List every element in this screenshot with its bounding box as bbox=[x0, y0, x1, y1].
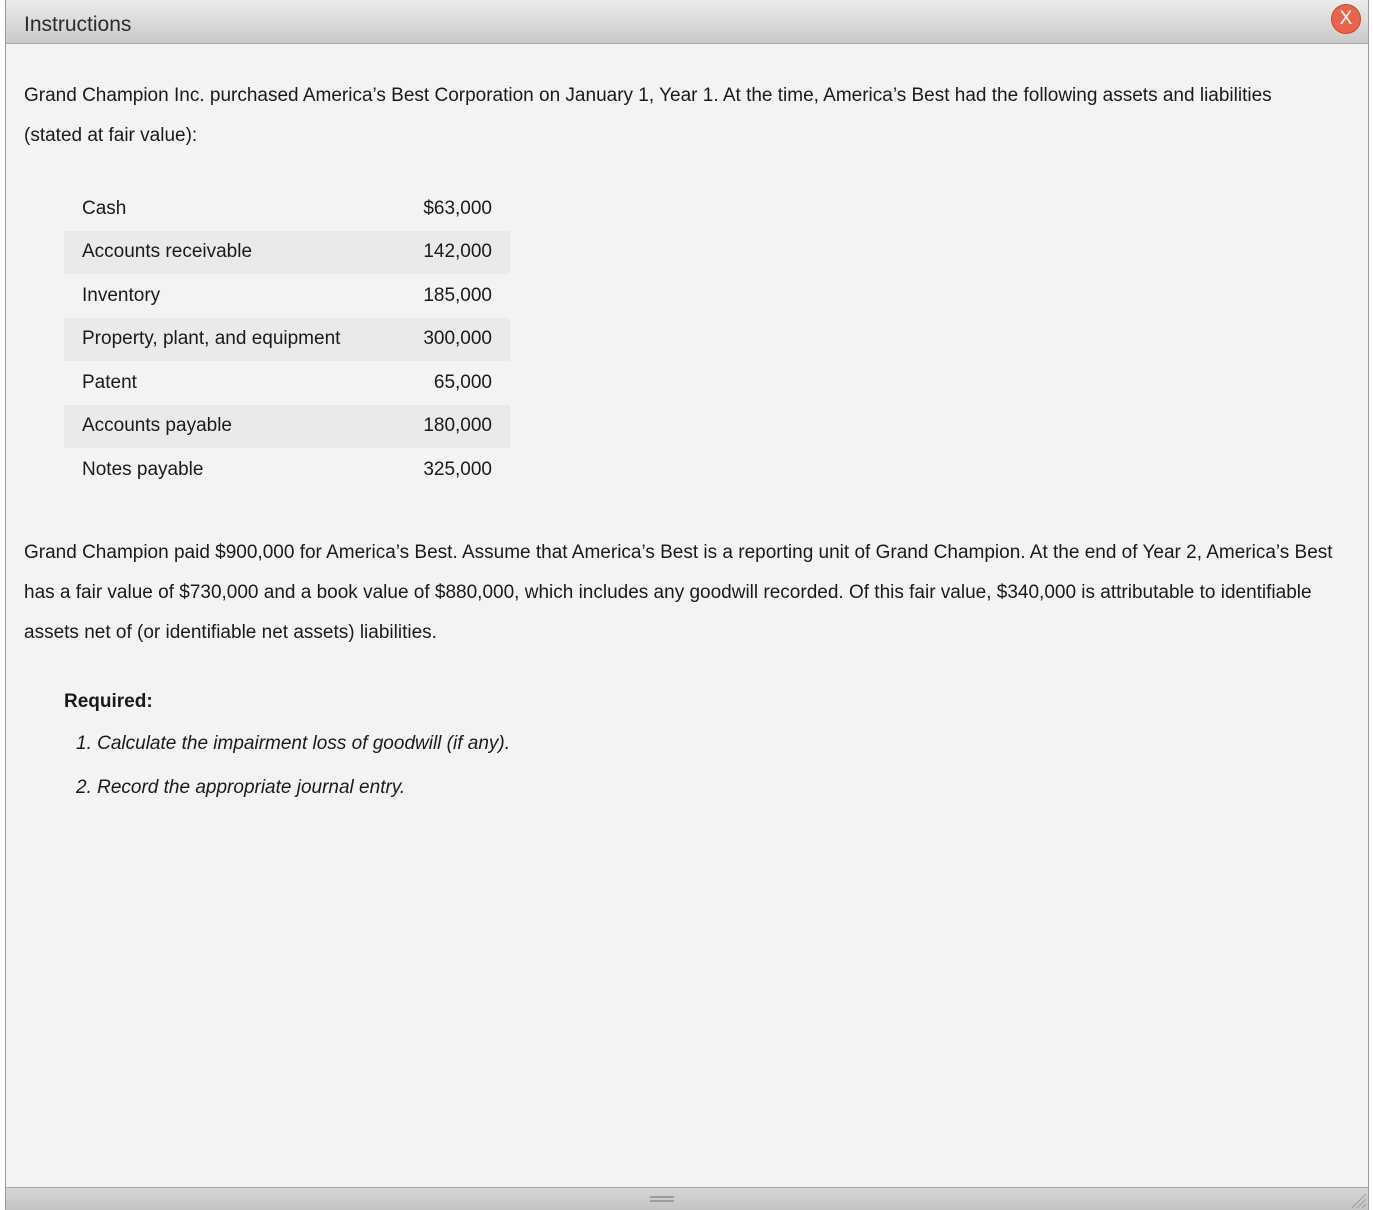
row-label: Inventory bbox=[82, 284, 161, 306]
intro-paragraph: Grand Champion Inc. purchased America’s Best Corporation on January 1, Year 1. At the time, America’s Best had the following assets and liabilities (stated at fair value): bbox=[24, 85, 1272, 146]
close-button[interactable] bbox=[1331, 4, 1361, 34]
row-label: Accounts receivable bbox=[64, 231, 417, 275]
table-row bbox=[64, 405, 510, 449]
title-bar[interactable] bbox=[6, 0, 1368, 44]
resize-handle-icon[interactable] bbox=[650, 1196, 674, 1202]
instructions-window bbox=[5, 0, 1369, 1210]
required-item: 2. Record the appropriate journal entry. bbox=[76, 777, 406, 798]
row-value: 65,000 bbox=[433, 371, 492, 393]
instructions-content bbox=[6, 44, 1368, 1187]
row-label: Property, plant, and equipment bbox=[64, 318, 417, 362]
table-row bbox=[64, 187, 510, 231]
row-label: Accounts payable bbox=[64, 405, 417, 449]
window-title: Instructions bbox=[24, 13, 132, 36]
table-row bbox=[64, 231, 510, 275]
resize-grip-icon[interactable] bbox=[1349, 1191, 1367, 1209]
row-value: 300,000 bbox=[417, 318, 510, 362]
row-value: 325,000 bbox=[423, 458, 492, 480]
required-item: 1. Calculate the impairment loss of goodwill (if any). bbox=[76, 733, 511, 754]
row-value: 142,000 bbox=[417, 231, 510, 275]
table-row bbox=[64, 361, 510, 405]
required-heading: Required: bbox=[64, 691, 153, 712]
row-label: Cash bbox=[82, 197, 127, 219]
table-row bbox=[64, 448, 510, 492]
row-value: 185,000 bbox=[423, 284, 492, 306]
table-row bbox=[64, 318, 510, 362]
table-row bbox=[64, 274, 510, 318]
assets-liabilities-table bbox=[64, 187, 510, 492]
row-label: Patent bbox=[82, 371, 137, 393]
row-value: 180,000 bbox=[417, 405, 510, 449]
details-paragraph: Grand Champion paid $900,000 for America’s Best. Assume that America’s Best is a reporting unit of Grand Champion. At the end of Year 2, America’s Best has a fair value of $730,000 and a book value of $880,000, which includes any goodwill recorded. Of this fair value, $340,000 is attributable to identifiable assets net of (or identifiable net assets) liabilities. bbox=[24, 542, 1333, 643]
bottom-bar bbox=[6, 1187, 1368, 1210]
close-icon: X bbox=[1339, 8, 1353, 29]
row-label: Notes payable bbox=[82, 458, 204, 480]
row-value: $63,000 bbox=[423, 197, 492, 219]
